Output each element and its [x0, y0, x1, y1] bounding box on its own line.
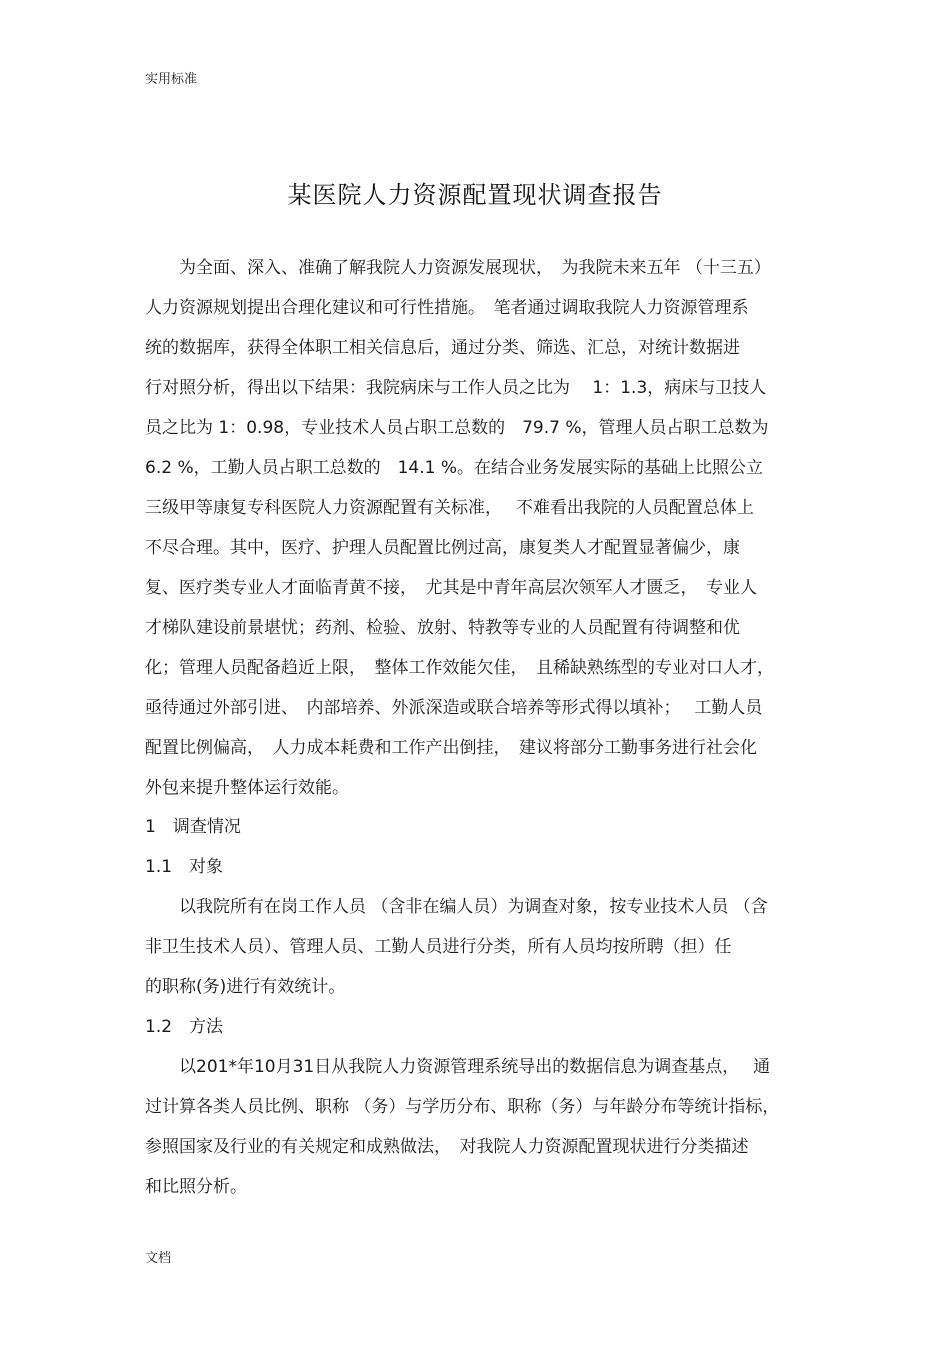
page-header-label: 实用标准 — [145, 72, 198, 87]
paragraph-line: 的职称(务)进行有效统计。 — [145, 977, 346, 997]
paragraph-line: 为全面、深入、准确了解我院人力资源发展现状， 为我院未来五年 （十三五） — [145, 258, 771, 278]
paragraph-line: 6.2 %，工勤人员占职工总数的 14.1 %。在结合业务发展实际的基础上比照公立 — [145, 458, 764, 478]
section-heading-1-2: 1.2 方法 — [145, 1017, 224, 1037]
paragraph-line: 以我院所有在岗工作人员 （含非在编人员）为调查对象，按专业技术人员 （含 — [145, 897, 768, 917]
section-1-2-paragraph — [145, 1047, 810, 1207]
paragraph-line: 化；管理人员配备趋近上限， 整体工作效能欠佳， 且稀缺熟练型的专业对口人才， — [145, 658, 774, 678]
document-title: 某医院人力资源配置现状调查报告 — [287, 181, 663, 209]
intro-paragraph — [145, 248, 810, 808]
paragraph-line: 亟待通过外部引进、 内部培养、外派深造或联合培养等形式得以填补； 工勤人员 — [145, 698, 763, 718]
paragraph-line: 参照国家及行业的有关规定和成熟做法， 对我院人力资源配置现状进行分类描述 — [145, 1137, 749, 1157]
paragraph-line: 才梯队建设前景堪忧；药剂、检验、放射、特教等专业的人员配置有待调整和优 — [145, 618, 740, 638]
paragraph-line: 配置比例偏高， 人力成本耗费和工作产出倒挂， 建议将部分工勤事务进行社会化 — [145, 738, 757, 758]
paragraph-line: 统的数据库，获得全体职工相关信息后，通过分类、筛选、汇总，对统计数据进 — [145, 338, 740, 358]
section-heading-1-1: 1.1 对象 — [145, 857, 224, 877]
paragraph-line: 人力资源规划提出合理化建议和可行性措施。 笔者通过调取我院人力资源管理系 — [145, 298, 749, 318]
paragraph-line: 外包来提升整体运行效能。 — [145, 778, 349, 798]
page-footer-label: 文档 — [145, 1251, 172, 1266]
paragraph-line: 复、医疗类专业人才面临青黄不接， 尤其是中青年高层次领军人才匮乏， 专业人 — [145, 578, 757, 598]
paragraph-line: 过计算各类人员比例、职称 （务）与学历分布、职称（务）与年龄分布等统计指标， — [145, 1097, 780, 1117]
paragraph-line: 不尽合理。其中，医疗、护理人员配置比例过高，康复类人才配置显著偏少，康 — [145, 538, 740, 558]
section-heading-1: 1 调查情况 — [145, 817, 241, 837]
paragraph-line: 和比照分析。 — [145, 1177, 247, 1197]
paragraph-line: 三级甲等康复专科医院人力资源配置有关标准， 不难看出我院的人员配置总体上 — [145, 498, 754, 518]
paragraph-line: 非卫生技术人员）、管理人员、工勤人员进行分类，所有人员均按所聘（担）任 — [145, 937, 732, 957]
paragraph-line: 以201*年10月31日从我院人力资源管理系统导出的数据信息为调查基点， 通 — [145, 1057, 771, 1077]
paragraph-line: 员之比为 1：0.98，专业技术人员占职工总数的 79.7 %，管理人员占职工总数为 — [145, 418, 769, 438]
section-1-1-paragraph — [145, 887, 810, 1007]
paragraph-line: 行对照分析，得出以下结果：我院病床与工作人员之比为 1：1.3，病床与卫技人 — [145, 378, 767, 398]
